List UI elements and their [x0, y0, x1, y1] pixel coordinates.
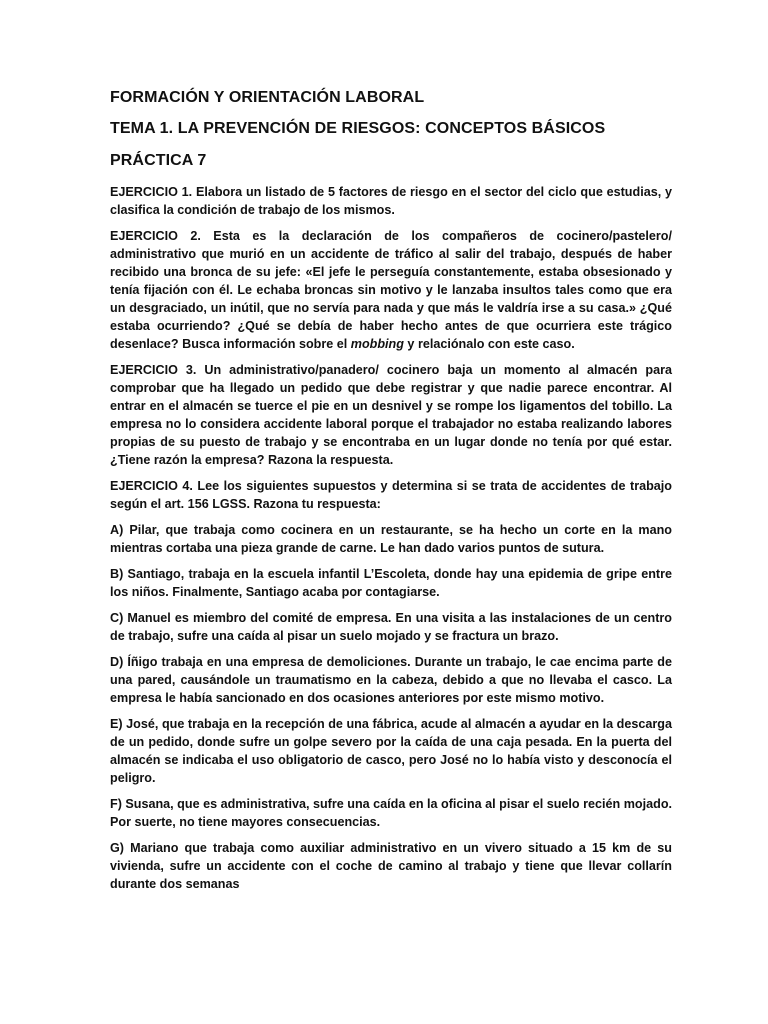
exercise-1: EJERCICIO 1. Elabora un listado de 5 factores de riesgo en el sector del ciclo que estudias, y clasifica la condición de trabajo de los mismos. [110, 185, 672, 217]
exercise-4: EJERCICIO 4. Lee los siguientes supuestos y determina si se trata de accidentes de trabajo según el art. 156 LGSS. Razona tu respuesta: [110, 479, 672, 511]
exercise-2 [110, 227, 672, 353]
topic-title: TEMA 1. LA PREVENCIÓN DE RIESGOS: CONCEPTOS BÁSICOS [110, 120, 606, 137]
case-a: A) Pilar, que trabaja como cocinera en un restaurante, se ha hecho un corte en la mano mientras cortaba una pieza grande de carne. Le han dado varios puntos de sutura. [110, 523, 672, 555]
case-c: C) Manuel es miembro del comité de empresa. En una visita a las instalaciones de un centro de trabajo, sufre una caída al pisar un suelo mojado y se fractura un brazo. [110, 611, 672, 643]
case-b: B) Santiago, trabaja en la escuela infantil L’Escoleta, donde hay una epidemia de gripe entre los niños. Finalmente, Santiago acaba por contagiarse. [110, 567, 672, 599]
exercise-2-text-end: y relaciónalo con este caso. [403, 337, 575, 351]
case-d: D) Íñigo trabaja en una empresa de demoliciones. Durante un trabajo, le cae encima parte de una pared, causándole un traumatismo en la cabeza, debido a que no llevaba el casco. La empresa le había sancionado en dos ocasiones anteriores por este mismo motivo. [110, 655, 672, 705]
course-title: FORMACIÓN Y ORIENTACIÓN LABORAL [110, 89, 425, 106]
exercise-2-text: EJERCICIO 2. Esta es la declaración de los compañeros de cocinero/pastelero/ administrativo que murió en un accidente de tráfico al salir del trabajo, después de haber recibido una bronca de su jefe: «El jefe le perseguía constantemente, estaba obsesionado y tenía fijación con él. Le echaba broncas sin motivo y le lanzaba insultos tales como que era un desgraciado, un inútil, que no servía para nada y que más le valdría irse a su casa.» ¿Qué estaba ocurriendo? ¿Qué se debía de haber hecho antes de que ocurriera este trágico desenlace? Busca información sobre el [110, 229, 672, 351]
exercise-3: EJERCICIO 3. Un administrativo/panadero/ cocinero baja un momento al almacén para comprobar que ha llegado un pedido que debe registrar y que nadie parece encontrar. Al entrar en el almacén se tuerce el pie en un desnivel y se rompe los ligamentos del tobillo. La empresa no lo considera accidente laboral porque el trabajador no estaba realizando labores propias de su puesto de trabajo y se encontraba en un lugar donde no tenía por qué estar. ¿Tiene razón la empresa? Razona la respuesta. [110, 363, 672, 467]
case-e: E) José, que trabaja en la recepción de una fábrica, acude al almacén a ayudar en la descarga de un pedido, donde sufre un golpe severo por la caída de una caja pesada. En la puerta del almacén se indicaba el uso obligatorio de casco, pero José no lo había visto y desconocía el peligro. [110, 717, 672, 785]
case-f: F) Susana, que es administrativa, sufre una caída en la oficina al pisar el suelo recién mojado. Por suerte, no tiene mayores consecuencias. [110, 797, 673, 829]
case-g: G) Mariano que trabaja como auxiliar administrativo en un vivero situado a 15 km de su vivienda, sufre un accidente con el coche de camino al trabajo y tiene que llevar collarín durante dos semanas [110, 841, 672, 891]
practice-title: PRÁCTICA 7 [110, 152, 207, 169]
exercise-2-term: mobbing [350, 337, 404, 351]
